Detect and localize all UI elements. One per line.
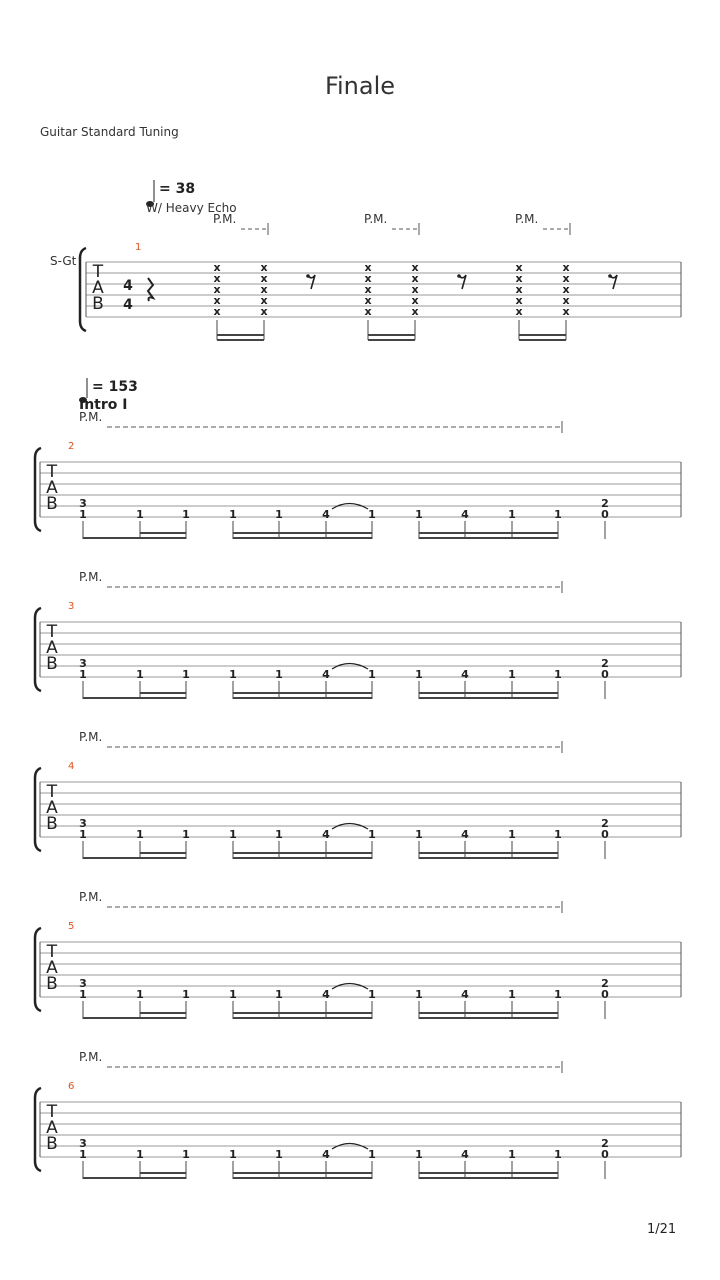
- tab-clef-a: A: [92, 278, 104, 298]
- fret-number: 1: [182, 1148, 190, 1161]
- muted-note: x: [411, 261, 419, 274]
- fret-number: 1: [275, 1148, 283, 1161]
- tab-clef-b: B: [46, 814, 58, 834]
- bar-number: 2: [68, 441, 75, 452]
- fret-number: 4: [322, 828, 330, 841]
- fret-number: 1: [508, 508, 516, 521]
- fret-number: 1: [182, 988, 190, 1001]
- muted-note: x: [562, 294, 570, 307]
- tab-clef-b: B: [46, 1134, 58, 1154]
- bar-number: 3: [68, 601, 75, 612]
- fret-number: 1: [554, 1148, 562, 1161]
- muted-note: x: [515, 305, 523, 318]
- tab-clef-a: A: [46, 638, 58, 658]
- fret-number: 1: [368, 828, 376, 841]
- fret-number: 1: [79, 988, 87, 1001]
- fret-number: 1: [415, 1148, 423, 1161]
- tab-clef-t: T: [46, 1102, 58, 1122]
- tab-clef-t: T: [46, 462, 58, 482]
- instrument-label: S-Gt: [50, 254, 77, 268]
- eighth-rest-dot: [608, 274, 612, 278]
- tab-clef-b: B: [46, 974, 58, 994]
- score-title: Finale: [324, 72, 396, 100]
- fret-number: 3: [79, 977, 87, 990]
- fret-number: 1: [275, 988, 283, 1001]
- fret-number: 1: [79, 1148, 87, 1161]
- fret-number: 1: [508, 828, 516, 841]
- fret-number: 1: [275, 668, 283, 681]
- fret-number: 1: [229, 828, 237, 841]
- tab-clef-a: A: [46, 1118, 58, 1138]
- eighth-rest-dot: [457, 274, 461, 278]
- muted-note: x: [515, 272, 523, 285]
- fret-number: 2: [601, 977, 609, 990]
- muted-note: x: [562, 283, 570, 296]
- muted-note: x: [260, 294, 268, 307]
- muted-note: x: [213, 272, 221, 285]
- fret-number: 1: [368, 1148, 376, 1161]
- muted-note: x: [562, 272, 570, 285]
- muted-note: x: [213, 261, 221, 274]
- bar-number: 4: [68, 761, 75, 772]
- fret-number: 1: [136, 828, 144, 841]
- muted-note: x: [515, 294, 523, 307]
- fret-number: 1: [554, 828, 562, 841]
- bar-number: 1: [135, 242, 142, 253]
- tab-clef-b: B: [92, 294, 104, 314]
- tempo-marking: = 153: [92, 379, 138, 395]
- fret-number: 1: [415, 988, 423, 1001]
- fret-number: 1: [79, 668, 87, 681]
- muted-note: x: [364, 272, 372, 285]
- fret-number: 3: [79, 657, 87, 670]
- muted-note: x: [562, 261, 570, 274]
- muted-note: x: [411, 272, 419, 285]
- tab-clef-t: T: [92, 262, 104, 282]
- bar-number: 5: [68, 921, 75, 932]
- fret-number: 1: [182, 508, 190, 521]
- fret-number: 1: [554, 508, 562, 521]
- fret-number: 0: [601, 828, 609, 841]
- fret-number: 1: [136, 668, 144, 681]
- bar-number: 6: [68, 1081, 75, 1092]
- fret-number: 1: [415, 508, 423, 521]
- muted-note: x: [260, 272, 268, 285]
- fret-number: 3: [79, 497, 87, 510]
- fret-number: 1: [136, 1148, 144, 1161]
- fret-number: 1: [554, 988, 562, 1001]
- fret-number: 2: [601, 497, 609, 510]
- fret-number: 1: [79, 508, 87, 521]
- muted-note: x: [260, 261, 268, 274]
- fret-number: 4: [322, 668, 330, 681]
- fret-number: 4: [322, 1148, 330, 1161]
- muted-note: x: [260, 305, 268, 318]
- fret-number: 1: [182, 668, 190, 681]
- palm-mute-label: P.M.: [79, 570, 103, 584]
- tuning-subtitle: Guitar Standard Tuning: [40, 125, 179, 139]
- fret-number: 1: [136, 988, 144, 1001]
- fret-number: 2: [601, 1137, 609, 1150]
- fret-number: 1: [136, 508, 144, 521]
- fret-number: 1: [368, 668, 376, 681]
- fret-number: 1: [508, 1148, 516, 1161]
- fret-number: 4: [322, 988, 330, 1001]
- fret-number: 1: [229, 508, 237, 521]
- palm-mute-label: P.M.: [515, 212, 539, 226]
- fret-number: 0: [601, 988, 609, 1001]
- quarter-rest: [148, 278, 153, 301]
- time-signature-bottom: 4: [123, 297, 133, 313]
- fret-number: 4: [461, 988, 469, 1001]
- tempo-marking: = 38: [159, 181, 196, 197]
- tab-clef-t: T: [46, 942, 58, 962]
- tab-clef-a: A: [46, 478, 58, 498]
- fret-number: 1: [554, 668, 562, 681]
- palm-mute-label: P.M.: [79, 1050, 103, 1064]
- fret-number: 1: [508, 988, 516, 1001]
- fret-number: 1: [229, 668, 237, 681]
- tab-clef-a: A: [46, 798, 58, 818]
- time-signature-top: 4: [123, 278, 133, 294]
- fret-number: 1: [275, 508, 283, 521]
- muted-note: x: [515, 261, 523, 274]
- muted-note: x: [213, 283, 221, 296]
- fret-number: 1: [229, 1148, 237, 1161]
- fret-number: 4: [461, 508, 469, 521]
- fret-number: 0: [601, 508, 609, 521]
- muted-note: x: [364, 283, 372, 296]
- system-1-bracket: [80, 248, 86, 331]
- muted-note: x: [364, 294, 372, 307]
- muted-note: x: [213, 294, 221, 307]
- fret-number: 1: [275, 828, 283, 841]
- fret-number: 0: [601, 668, 609, 681]
- muted-note: x: [260, 283, 268, 296]
- muted-note: x: [515, 283, 523, 296]
- fret-number: 1: [368, 988, 376, 1001]
- palm-mute-label: P.M.: [364, 212, 388, 226]
- muted-note: x: [364, 261, 372, 274]
- fret-number: 4: [461, 828, 469, 841]
- fret-number: 4: [322, 508, 330, 521]
- page-number: 1/21: [647, 1222, 677, 1237]
- tab-clef-b: B: [46, 654, 58, 674]
- fret-number: 1: [368, 508, 376, 521]
- fret-number: 2: [601, 657, 609, 670]
- eighth-rest-dot: [306, 274, 310, 278]
- fret-number: 1: [229, 988, 237, 1001]
- fret-number: 3: [79, 817, 87, 830]
- tab-clef-b: B: [46, 494, 58, 514]
- fret-number: 4: [461, 668, 469, 681]
- fret-number: 0: [601, 1148, 609, 1161]
- tab-clef-t: T: [46, 782, 58, 802]
- muted-note: x: [411, 305, 419, 318]
- effect-label: W/ Heavy Echo: [146, 201, 237, 215]
- fret-number: 1: [415, 828, 423, 841]
- palm-mute-label: P.M.: [79, 730, 103, 744]
- fret-number: 2: [601, 817, 609, 830]
- fret-number: 1: [182, 828, 190, 841]
- tab-clef-a: A: [46, 958, 58, 978]
- muted-note: x: [411, 294, 419, 307]
- palm-mute-label: P.M.: [79, 410, 103, 424]
- fret-number: 1: [508, 668, 516, 681]
- muted-note: x: [411, 283, 419, 296]
- palm-mute-label: P.M.: [79, 890, 103, 904]
- fret-number: 1: [415, 668, 423, 681]
- muted-note: x: [562, 305, 570, 318]
- fret-number: 4: [461, 1148, 469, 1161]
- palm-mute-label: P.M.: [213, 212, 237, 226]
- muted-note: x: [364, 305, 372, 318]
- section-label: Intro I: [79, 397, 128, 413]
- fret-number: 1: [79, 828, 87, 841]
- muted-note: x: [213, 305, 221, 318]
- tab-clef-t: T: [46, 622, 58, 642]
- fret-number: 3: [79, 1137, 87, 1150]
